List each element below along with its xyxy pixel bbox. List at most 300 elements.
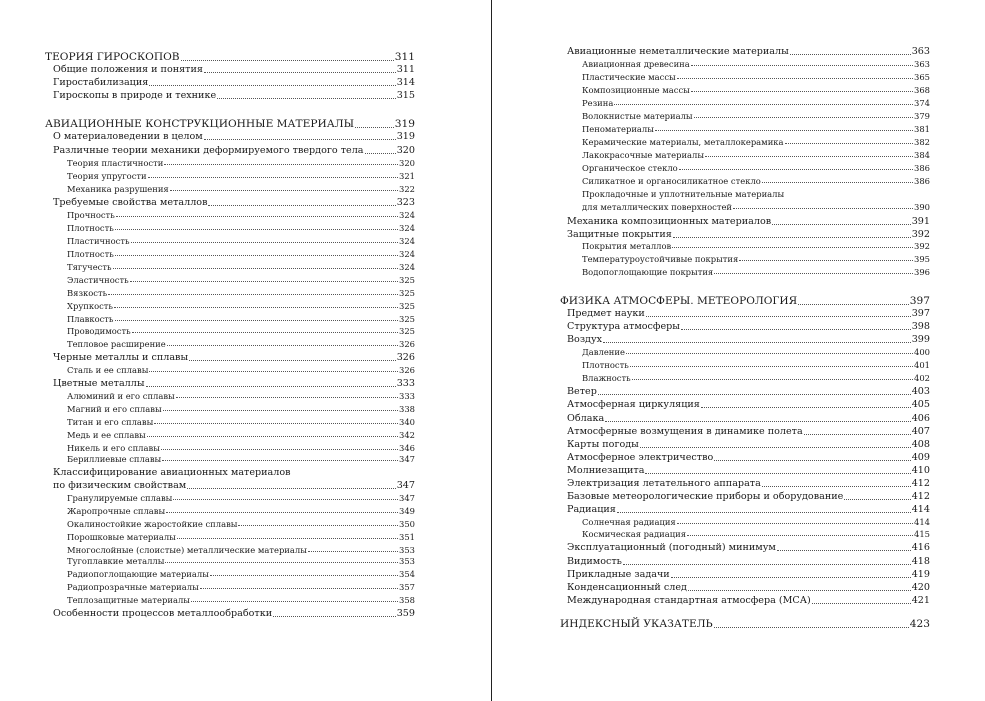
toc-entry-page-number: 347 bbox=[399, 493, 415, 503]
toc-entry-page-number: 358 bbox=[399, 595, 415, 605]
toc-entry-page-number: 379 bbox=[914, 111, 930, 121]
toc-entry-title: Покрытия металлов bbox=[582, 241, 672, 251]
toc-entry-title: Прикладные задачи bbox=[567, 569, 670, 580]
left-toc-entry[interactable] bbox=[53, 379, 415, 389]
toc-entry-page-number: 409 bbox=[911, 452, 930, 463]
right-toc-entry[interactable] bbox=[560, 619, 930, 630]
toc-dot-leader bbox=[714, 627, 909, 628]
toc-dot-leader bbox=[173, 499, 398, 500]
toc-entry-title: Эксплуатационный (погодный) минимум bbox=[567, 542, 776, 553]
toc-dot-leader bbox=[191, 601, 398, 602]
toc-entry-page-number: 419 bbox=[911, 569, 930, 580]
toc-entry-page-number: 416 bbox=[911, 542, 930, 553]
toc-entry-page-number: 324 bbox=[399, 223, 415, 233]
toc-dot-leader bbox=[355, 127, 394, 128]
toc-entry-title: Плотность bbox=[582, 360, 629, 370]
toc-entry-page-number: 326 bbox=[399, 339, 415, 349]
toc-dot-leader bbox=[146, 386, 396, 387]
left-toc-entry[interactable] bbox=[67, 596, 415, 604]
left-toc-entry[interactable] bbox=[67, 494, 415, 502]
left-toc-entry[interactable] bbox=[67, 507, 415, 515]
toc-entry-title: Радиопрозрачные материалы bbox=[67, 582, 199, 592]
toc-dot-leader bbox=[804, 434, 911, 435]
toc-entry-page-number: 342 bbox=[399, 430, 415, 440]
toc-dot-leader bbox=[739, 260, 913, 261]
right-toc-entry[interactable] bbox=[567, 440, 930, 450]
toc-entry-page-number: 333 bbox=[396, 378, 415, 389]
toc-dot-leader bbox=[204, 139, 396, 140]
toc-entry-page-number: 353 bbox=[399, 556, 415, 566]
toc-entry-title: Механика композиционных материалов bbox=[567, 216, 772, 227]
toc-entry-title: Авиационные неметаллические материалы bbox=[567, 46, 789, 57]
toc-entry-title: О материаловедении в целом bbox=[53, 131, 203, 142]
left-toc-entry[interactable] bbox=[67, 405, 415, 413]
toc-entry-page-number: 365 bbox=[914, 72, 930, 82]
toc-entry-page-number: 357 bbox=[399, 582, 415, 592]
toc-entry-page-number: 392 bbox=[911, 229, 930, 240]
toc-dot-leader bbox=[603, 342, 911, 343]
left-toc-entry[interactable] bbox=[67, 185, 415, 193]
toc-entry-title: Конденсационный след bbox=[567, 582, 687, 593]
left-toc-entry[interactable] bbox=[53, 78, 415, 88]
toc-entry-page-number: 347 bbox=[399, 454, 415, 464]
toc-entry-title: Цветные металлы bbox=[53, 378, 145, 389]
toc-entry-page-number: 384 bbox=[914, 150, 930, 160]
left-toc-entry[interactable] bbox=[53, 353, 415, 363]
toc-entry-title: Требуемые свойства металлов bbox=[53, 197, 208, 208]
left-toc-entry[interactable] bbox=[53, 91, 415, 101]
left-toc-entry[interactable] bbox=[67, 546, 415, 554]
toc-entry-title: Магний и его сплавы bbox=[67, 404, 162, 414]
toc-entry-title: Титан и его сплавы bbox=[67, 417, 154, 427]
left-toc-entry[interactable] bbox=[67, 172, 415, 180]
toc-entry-title: Солнечная радиация bbox=[582, 517, 676, 527]
toc-entry-page-number: 320 bbox=[399, 158, 415, 168]
toc-entry-title: Эластичность bbox=[67, 275, 129, 285]
toc-entry-title: Сталь и ее сплавы bbox=[67, 365, 149, 375]
toc-entry-page-number: 397 bbox=[909, 295, 930, 307]
toc-entry-title: Резина bbox=[582, 98, 614, 108]
left-toc-entry[interactable] bbox=[53, 481, 415, 491]
toc-entry-title: Керамические материалы, металлокерамика bbox=[582, 137, 784, 147]
toc-entry-page-number: 324 bbox=[399, 249, 415, 259]
toc-entry-title: Температуроустойчивые покрытия bbox=[582, 254, 739, 264]
right-toc-entry[interactable] bbox=[567, 557, 930, 567]
toc-entry-title: Тугоплавкие металлы bbox=[67, 556, 165, 566]
left-toc-entry[interactable] bbox=[67, 276, 415, 284]
toc-dot-leader bbox=[705, 156, 913, 157]
toc-entry-title: Классифицирование авиационных материалов bbox=[53, 467, 291, 478]
toc-entry-title: Гиростабилизация bbox=[53, 77, 149, 88]
toc-entry-page-number: 319 bbox=[396, 131, 415, 142]
toc-dot-leader bbox=[701, 407, 911, 408]
right-toc-entry[interactable] bbox=[567, 230, 930, 240]
toc-entry-page-number: 401 bbox=[914, 360, 930, 370]
toc-dot-leader bbox=[108, 294, 398, 295]
left-toc-entry[interactable] bbox=[67, 250, 415, 258]
toc-dot-leader bbox=[161, 449, 398, 450]
toc-dot-leader bbox=[677, 523, 913, 524]
right-toc-entry[interactable] bbox=[567, 335, 930, 345]
toc-entry-page-number: 326 bbox=[399, 365, 415, 375]
toc-dot-leader bbox=[671, 577, 911, 578]
toc-entry-page-number: 397 bbox=[911, 308, 930, 319]
toc-dot-leader bbox=[798, 304, 909, 305]
right-toc-entry[interactable] bbox=[582, 530, 930, 538]
left-toc-entry[interactable] bbox=[67, 237, 415, 245]
toc-entry-title: Авиационная древесина bbox=[582, 59, 690, 69]
toc-entry-page-number: 351 bbox=[399, 532, 415, 542]
toc-entry-page-number: 321 bbox=[399, 171, 415, 181]
right-page bbox=[493, 0, 985, 701]
toc-entry-page-number: 408 bbox=[911, 439, 930, 450]
toc-dot-leader bbox=[605, 421, 911, 422]
toc-entry-page-number: 324 bbox=[399, 236, 415, 246]
toc-entry-title: Медь и ее сплавы bbox=[67, 430, 146, 440]
toc-entry-page-number: 314 bbox=[396, 77, 415, 88]
toc-entry-title: Тягучесть bbox=[67, 262, 112, 272]
toc-entry-page-number: 326 bbox=[396, 352, 415, 363]
toc-entry-page-number: 353 bbox=[399, 545, 415, 555]
left-toc-entry[interactable] bbox=[67, 570, 415, 578]
right-toc-entry[interactable] bbox=[567, 217, 930, 227]
toc-entry-page-number: 396 bbox=[914, 267, 930, 277]
toc-dot-leader bbox=[691, 65, 913, 66]
right-toc-entry[interactable] bbox=[582, 99, 930, 107]
left-toc-entry[interactable] bbox=[53, 198, 415, 208]
right-toc-entry[interactable] bbox=[560, 296, 930, 307]
toc-entry-title: для металлических поверхностей bbox=[582, 202, 732, 212]
left-toc-entry[interactable] bbox=[67, 289, 415, 297]
toc-dot-leader bbox=[238, 525, 398, 526]
left-toc-entry[interactable] bbox=[53, 146, 415, 156]
left-toc-entry[interactable] bbox=[67, 455, 415, 463]
toc-entry-page-number: 347 bbox=[396, 480, 415, 491]
toc-entry-page-number: 399 bbox=[911, 334, 930, 345]
right-toc-entry[interactable] bbox=[582, 255, 930, 263]
toc-entry-page-number: 374 bbox=[914, 98, 930, 108]
toc-entry-page-number: 421 bbox=[911, 595, 930, 606]
toc-entry-title: Вязкость bbox=[67, 288, 108, 298]
toc-entry-page-number: 325 bbox=[399, 314, 415, 324]
toc-dot-leader bbox=[645, 473, 910, 474]
toc-entry-title: Защитные покрытия bbox=[567, 229, 672, 240]
toc-entry-page-number: 406 bbox=[911, 413, 930, 424]
toc-dot-leader bbox=[688, 590, 911, 591]
right-toc-entry[interactable] bbox=[567, 466, 930, 476]
toc-entry-title: Плотность bbox=[67, 223, 114, 233]
toc-entry-page-number: 414 bbox=[914, 517, 930, 527]
left-toc-entry[interactable] bbox=[67, 211, 415, 219]
left-toc-entry[interactable] bbox=[67, 327, 415, 335]
left-toc-entry[interactable] bbox=[67, 159, 415, 167]
toc-entry-page-number: 382 bbox=[914, 137, 930, 147]
toc-dot-leader bbox=[200, 588, 398, 589]
toc-entry-page-number: 386 bbox=[914, 163, 930, 173]
left-toc-entry[interactable] bbox=[67, 366, 415, 374]
toc-entry-page-number: 323 bbox=[396, 197, 415, 208]
toc-dot-leader bbox=[598, 394, 911, 395]
toc-dot-leader bbox=[176, 397, 398, 398]
toc-entry-page-number: 333 bbox=[399, 391, 415, 401]
toc-entry-page-number: 338 bbox=[399, 404, 415, 414]
toc-dot-leader bbox=[691, 91, 913, 92]
toc-entry-page-number: 402 bbox=[914, 373, 930, 383]
toc-entry-page-number: 363 bbox=[914, 59, 930, 69]
toc-dot-leader bbox=[632, 379, 913, 380]
toc-dot-leader bbox=[181, 60, 394, 61]
toc-dot-leader bbox=[673, 237, 911, 238]
toc-entry-page-number: 319 bbox=[394, 118, 415, 130]
toc-dot-leader bbox=[772, 224, 911, 225]
toc-entry-title: Теория упругости bbox=[67, 171, 147, 181]
right-toc-entry[interactable] bbox=[582, 348, 930, 356]
right-toc-entry[interactable] bbox=[582, 125, 930, 133]
left-toc-entry[interactable] bbox=[67, 392, 415, 400]
left-page bbox=[0, 0, 492, 701]
toc-dot-leader bbox=[630, 366, 913, 367]
left-toc-entry[interactable] bbox=[67, 520, 415, 528]
left-toc-entry[interactable] bbox=[67, 444, 415, 452]
toc-dot-leader bbox=[116, 216, 398, 217]
toc-entry-page-number: 311 bbox=[394, 51, 415, 63]
toc-entry-title: Черные металлы и сплавы bbox=[53, 352, 189, 363]
toc-entry-page-number: 315 bbox=[396, 90, 415, 101]
toc-entry-page-number: 359 bbox=[396, 608, 415, 619]
toc-entry-title: Международная стандартная атмосфера (МСА) bbox=[567, 595, 811, 606]
right-toc-entry[interactable] bbox=[567, 387, 930, 397]
toc-entry-page-number: 325 bbox=[399, 288, 415, 298]
toc-entry-title: Теплозащитные материалы bbox=[67, 595, 190, 605]
left-toc-entry[interactable] bbox=[67, 431, 415, 439]
right-toc-entry[interactable] bbox=[567, 400, 930, 410]
left-toc-entry[interactable] bbox=[67, 418, 415, 426]
toc-entry-page-number: 324 bbox=[399, 262, 415, 272]
toc-dot-leader bbox=[655, 130, 913, 131]
toc-entry-page-number: 325 bbox=[399, 301, 415, 311]
right-toc-entry[interactable] bbox=[582, 60, 930, 68]
left-toc-entry[interactable] bbox=[53, 609, 415, 619]
toc-entry-title: Электризация летательного аппарата bbox=[567, 478, 761, 489]
toc-entry-page-number: 311 bbox=[396, 64, 415, 75]
toc-dot-leader bbox=[273, 616, 396, 617]
right-toc-entry[interactable] bbox=[567, 309, 930, 319]
toc-entry-title: Радиация bbox=[567, 504, 616, 515]
toc-entry-title: Тепловое расширение bbox=[67, 339, 166, 349]
toc-dot-leader bbox=[115, 320, 399, 321]
toc-dot-leader bbox=[132, 332, 398, 333]
toc-entry-title: Теория пластичности bbox=[67, 158, 164, 168]
toc-entry-title: Проводимость bbox=[67, 326, 131, 336]
toc-entry-title: Предмет науки bbox=[567, 308, 645, 319]
toc-entry-title: Давление bbox=[582, 347, 625, 357]
toc-dot-leader bbox=[149, 85, 395, 86]
toc-entry-page-number: 325 bbox=[399, 275, 415, 285]
toc-entry-title: Пластичность bbox=[67, 236, 130, 246]
toc-entry-title: Никель и его сплавы bbox=[67, 443, 160, 453]
toc-entry-page-number: 414 bbox=[911, 504, 930, 515]
toc-entry-title: Особенности процессов металлообработки bbox=[53, 608, 273, 619]
toc-entry-title: Плавкость bbox=[67, 314, 114, 324]
right-toc-entry[interactable] bbox=[582, 203, 930, 211]
toc-dot-leader bbox=[148, 177, 398, 178]
right-toc-entry[interactable] bbox=[567, 427, 930, 437]
left-toc-entry[interactable] bbox=[67, 315, 415, 323]
right-toc-entry[interactable] bbox=[582, 138, 930, 146]
toc-entry-page-number: 340 bbox=[399, 417, 415, 427]
toc-entry-page-number: 415 bbox=[914, 529, 930, 539]
right-toc-entry[interactable] bbox=[567, 479, 930, 489]
left-toc-entry[interactable] bbox=[67, 263, 415, 271]
toc-entry-page-number: 395 bbox=[914, 254, 930, 264]
toc-entry-title: Силикатное и органосиликатное стекло bbox=[582, 176, 761, 186]
toc-entry-page-number: 405 bbox=[911, 399, 930, 410]
toc-dot-leader bbox=[204, 72, 396, 73]
toc-entry-title: Молниезащита bbox=[567, 465, 645, 476]
toc-entry-title: Прочность bbox=[67, 210, 115, 220]
toc-dot-leader bbox=[777, 550, 911, 551]
toc-dot-leader bbox=[115, 255, 398, 256]
toc-dot-leader bbox=[177, 538, 398, 539]
right-toc-entry[interactable] bbox=[567, 505, 930, 515]
right-toc-entry[interactable] bbox=[567, 47, 930, 57]
toc-entry-page-number: 386 bbox=[914, 176, 930, 186]
toc-entry-title: Хрупкость bbox=[67, 301, 113, 311]
toc-dot-leader bbox=[714, 273, 913, 274]
toc-entry-title: Водопоглощающие покрытия bbox=[582, 267, 714, 277]
toc-dot-leader bbox=[790, 54, 911, 55]
left-toc-entry[interactable] bbox=[45, 119, 415, 130]
toc-entry-page-number: 368 bbox=[914, 85, 930, 95]
right-toc-entry[interactable] bbox=[567, 596, 930, 606]
toc-entry-title: Жаропрочные сплавы bbox=[67, 506, 166, 516]
toc-entry-page-number: 412 bbox=[911, 491, 930, 502]
toc-entry-title: Пеноматериалы bbox=[582, 124, 654, 134]
toc-dot-leader bbox=[217, 98, 396, 99]
toc-dot-leader bbox=[844, 499, 910, 500]
right-toc-entry[interactable] bbox=[582, 361, 930, 369]
toc-entry-page-number: 400 bbox=[914, 347, 930, 357]
right-toc-entry[interactable] bbox=[582, 151, 930, 159]
right-toc-entry[interactable] bbox=[582, 268, 930, 276]
left-toc-entry[interactable] bbox=[67, 340, 415, 348]
toc-entry-page-number: 349 bbox=[399, 506, 415, 516]
toc-dot-leader bbox=[365, 153, 396, 154]
right-toc-entry[interactable] bbox=[582, 190, 930, 198]
toc-dot-leader bbox=[733, 208, 913, 209]
toc-dot-leader bbox=[187, 488, 395, 489]
left-toc-entry[interactable] bbox=[53, 132, 415, 142]
toc-dot-leader bbox=[679, 169, 913, 170]
toc-entry-title: Гранулируемые сплавы bbox=[67, 493, 173, 503]
toc-dot-leader bbox=[623, 564, 911, 565]
right-toc-entry[interactable] bbox=[582, 164, 930, 172]
toc-dot-leader bbox=[617, 512, 911, 513]
left-toc-entry[interactable] bbox=[67, 583, 415, 591]
toc-entry-page-number: 418 bbox=[911, 556, 930, 567]
toc-entry-page-number: 407 bbox=[911, 426, 930, 437]
toc-dot-leader bbox=[672, 247, 913, 248]
toc-entry-page-number: 354 bbox=[399, 569, 415, 579]
toc-dot-leader bbox=[677, 78, 913, 79]
right-toc-entry[interactable] bbox=[567, 583, 930, 593]
toc-dot-leader bbox=[149, 371, 398, 372]
right-toc-entry[interactable] bbox=[567, 543, 930, 553]
toc-entry-page-number: 420 bbox=[911, 582, 930, 593]
toc-dot-leader bbox=[646, 316, 911, 317]
left-toc-entry[interactable] bbox=[67, 302, 415, 310]
toc-entry-title: Прокладочные и уплотнительные материалы bbox=[582, 189, 785, 199]
right-toc-entry[interactable] bbox=[582, 518, 930, 526]
toc-dot-leader bbox=[785, 143, 914, 144]
toc-entry-page-number: 346 bbox=[399, 443, 415, 453]
toc-entry-title: Базовые метеорологические приборы и оборудование bbox=[567, 491, 844, 502]
toc-dot-leader bbox=[166, 512, 398, 513]
book-spine-divider bbox=[491, 0, 492, 701]
right-toc-entry[interactable] bbox=[582, 86, 930, 94]
toc-dot-leader bbox=[113, 268, 398, 269]
right-toc-entry[interactable] bbox=[567, 322, 930, 332]
right-toc-entry[interactable] bbox=[582, 242, 930, 250]
right-toc-entry[interactable] bbox=[567, 453, 930, 463]
toc-entry-title: Окалиностойкие жаростойкие сплавы bbox=[67, 519, 238, 529]
left-toc-entry[interactable] bbox=[53, 468, 415, 478]
toc-entry-title: Атмосферные возмущения в динамике полета bbox=[567, 426, 803, 437]
left-toc-entry[interactable] bbox=[45, 52, 415, 63]
toc-entry-page-number: 410 bbox=[911, 465, 930, 476]
right-toc-entry[interactable] bbox=[582, 374, 930, 382]
left-toc-entry[interactable] bbox=[67, 224, 415, 232]
toc-entry-title: Плотность bbox=[67, 249, 114, 259]
toc-entry-title: Различные теории механики деформируемого твердого тела bbox=[53, 145, 364, 156]
toc-dot-leader bbox=[170, 190, 398, 191]
toc-entry-page-number: 363 bbox=[911, 46, 930, 57]
toc-dot-leader bbox=[210, 575, 398, 576]
toc-entry-title: Пластические массы bbox=[582, 72, 676, 82]
toc-entry-title: Ветер bbox=[567, 386, 597, 397]
toc-entry-title: Структура атмосферы bbox=[567, 321, 680, 332]
left-toc-entry[interactable] bbox=[67, 533, 415, 541]
toc-entry-page-number: 412 bbox=[911, 478, 930, 489]
right-toc-entry[interactable] bbox=[567, 492, 930, 502]
toc-dot-leader bbox=[714, 460, 910, 461]
toc-dot-leader bbox=[167, 345, 398, 346]
toc-entry-title: Бериллиевые сплавы bbox=[67, 454, 162, 464]
right-toc-entry[interactable] bbox=[567, 414, 930, 424]
toc-dot-leader bbox=[163, 410, 398, 411]
toc-dot-leader bbox=[115, 229, 398, 230]
toc-entry-title: Алюминий и его сплавы bbox=[67, 391, 175, 401]
right-toc-entry[interactable] bbox=[582, 177, 930, 185]
toc-dot-leader bbox=[164, 164, 398, 165]
toc-dot-leader bbox=[114, 307, 398, 308]
toc-entry-page-number: 392 bbox=[914, 241, 930, 251]
toc-dot-leader bbox=[681, 329, 911, 330]
toc-entry-title: Воздух bbox=[567, 334, 603, 345]
left-toc-entry[interactable] bbox=[53, 65, 415, 75]
right-toc-entry[interactable] bbox=[582, 112, 930, 120]
right-toc-entry[interactable] bbox=[582, 73, 930, 81]
right-toc-entry[interactable] bbox=[567, 570, 930, 580]
toc-entry-page-number: 390 bbox=[914, 202, 930, 212]
toc-entry-title: Карты погоды bbox=[567, 439, 639, 450]
toc-entry-page-number: 320 bbox=[396, 145, 415, 156]
toc-dot-leader bbox=[130, 281, 398, 282]
toc-entry-title: Радиопоглощающие материалы bbox=[67, 569, 209, 579]
toc-dot-leader bbox=[308, 551, 398, 552]
toc-entry-title: ФИЗИКА АТМОСФЕРЫ. МЕТЕОРОЛОГИЯ bbox=[560, 295, 798, 307]
left-toc-entry[interactable] bbox=[67, 557, 415, 565]
